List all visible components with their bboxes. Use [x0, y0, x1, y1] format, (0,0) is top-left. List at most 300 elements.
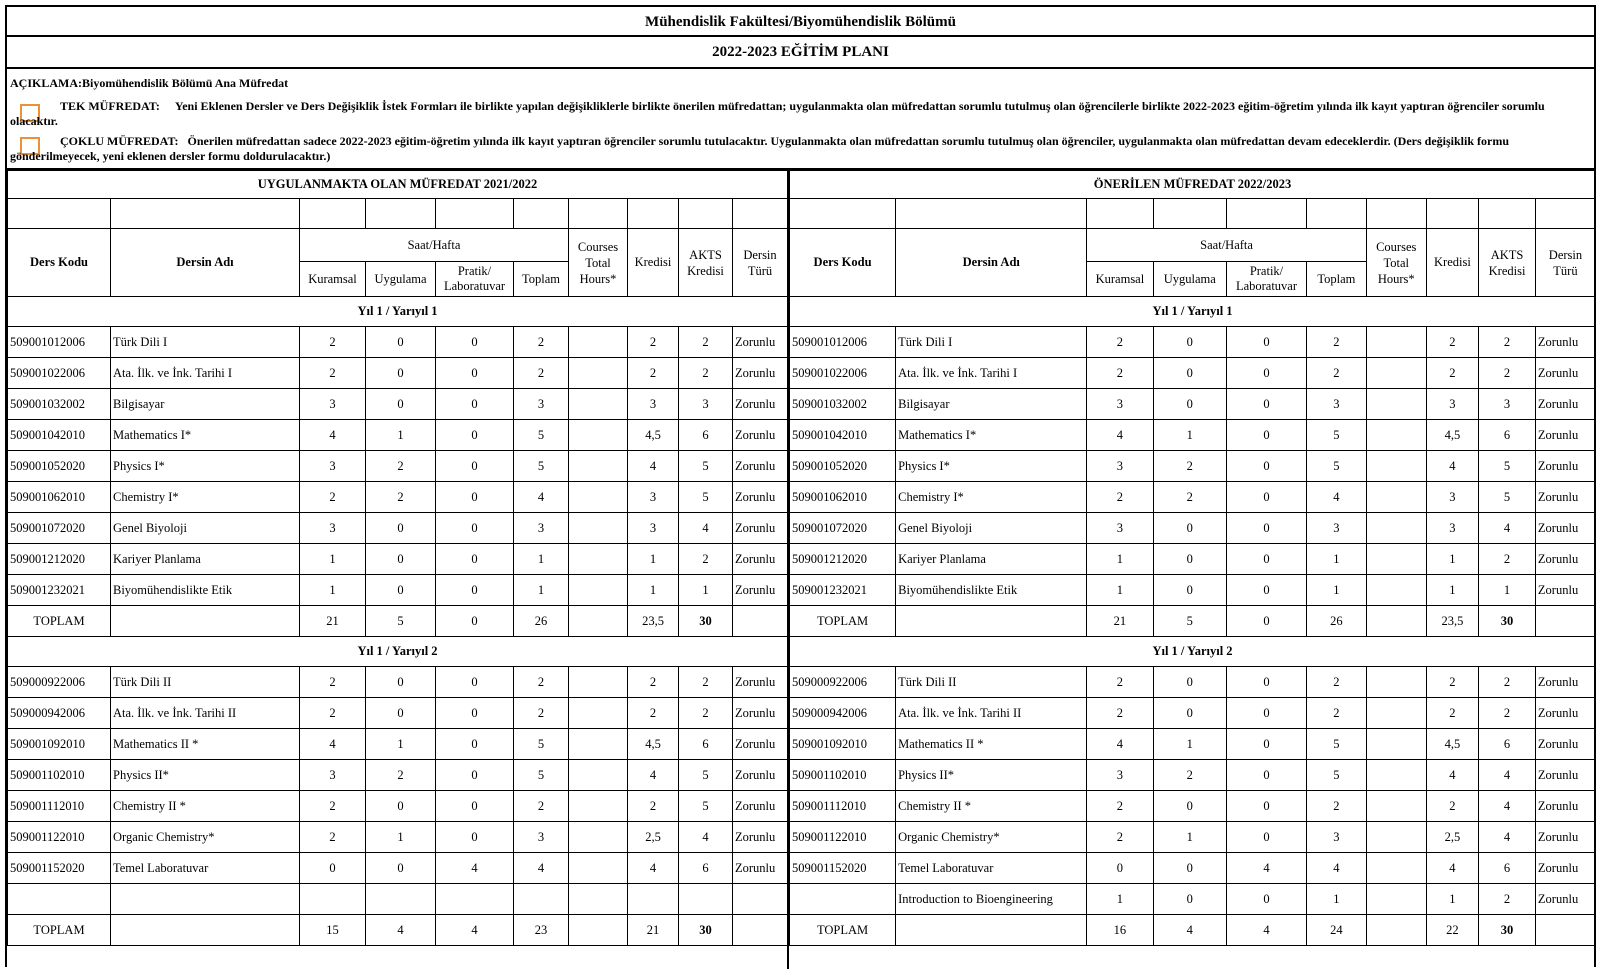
theory-hours: 3: [300, 389, 366, 420]
course-row: [8, 358, 788, 389]
total-hours: 4: [514, 482, 569, 513]
total-cell: TOPLAM: [790, 606, 896, 637]
course-code: 509001102010: [8, 760, 111, 791]
course-name: Physics II*: [896, 760, 1087, 791]
ects: 6: [679, 729, 733, 760]
course-type: [733, 884, 788, 915]
course-type: Zorunlu: [1535, 729, 1595, 760]
col-theory-header: Kuramsal: [300, 262, 366, 297]
col-type-header: [1535, 229, 1595, 297]
practice-hours: 2: [1153, 451, 1227, 482]
course-total-hours: [1366, 482, 1426, 513]
course-name: Mathematics I*: [896, 420, 1087, 451]
lab-hours: 0: [1227, 667, 1307, 698]
practice-hours: 0: [366, 791, 436, 822]
credit: 3: [628, 482, 679, 513]
credit: 1: [628, 544, 679, 575]
total-hours: 3: [1306, 389, 1366, 420]
total-hours: 2: [514, 667, 569, 698]
practice-hours: 0: [366, 358, 436, 389]
course-row: [8, 667, 788, 698]
course-row: [8, 544, 788, 575]
course-total-hours: [1366, 420, 1426, 451]
credit: 2: [628, 791, 679, 822]
course-row: [790, 451, 1596, 482]
ects: 5: [1479, 482, 1536, 513]
practice-hours: 0: [1153, 667, 1227, 698]
credit: 2: [628, 698, 679, 729]
col-type-label: Dersin Türü: [1548, 247, 1583, 278]
course-name: Chemistry II *: [111, 791, 300, 822]
course-code: 509001052020: [8, 451, 111, 482]
course-name: Biyomühendislikte Etik: [896, 575, 1087, 606]
total-hours: 5: [514, 420, 569, 451]
ects: 3: [1479, 389, 1536, 420]
total-cell: [111, 915, 300, 946]
lab-hours: 0: [1227, 791, 1307, 822]
total-hours: 3: [1306, 513, 1366, 544]
total-hours: 3: [514, 389, 569, 420]
total-hours: 2: [514, 791, 569, 822]
course-name: Organic Chemistry*: [111, 822, 300, 853]
course-total-hours: [1366, 389, 1426, 420]
course-total-hours: [1366, 791, 1426, 822]
total-cell: TOPLAM: [790, 915, 896, 946]
col-name-header: Dersin Adı: [896, 229, 1087, 297]
course-type: Zorunlu: [1535, 667, 1595, 698]
total-cell: [569, 606, 628, 637]
practice-hours: 0: [1153, 513, 1227, 544]
practice-hours: 2: [366, 482, 436, 513]
col-total-header: Toplam: [514, 262, 569, 297]
credit: 4: [1426, 853, 1479, 884]
course-type: Zorunlu: [733, 327, 788, 358]
total-row: [790, 606, 1596, 637]
lab-hours: 0: [1227, 729, 1307, 760]
practice-hours: 0: [366, 667, 436, 698]
theory-hours: 1: [1087, 884, 1153, 915]
ects: 5: [679, 451, 733, 482]
course-name: Genel Biyoloji: [111, 513, 300, 544]
empty-cell: [514, 199, 569, 229]
course-row: [790, 698, 1596, 729]
theory-hours: 4: [1087, 420, 1153, 451]
course-code: 509001102010: [790, 760, 896, 791]
total-cell: 22: [1426, 915, 1479, 946]
ects: 2: [1479, 544, 1536, 575]
total-cell: TOPLAM: [8, 915, 111, 946]
course-code: 509001232021: [8, 575, 111, 606]
credit: 2: [1426, 791, 1479, 822]
course-name: Türk Dili II: [111, 667, 300, 698]
lab-hours: 0: [1227, 760, 1307, 791]
table-title: ÖNERİLEN MÜFREDAT 2022/2023: [790, 171, 1596, 199]
theory-hours: 2: [1087, 482, 1153, 513]
ects: 1: [1479, 575, 1536, 606]
course-code: 509001022006: [8, 358, 111, 389]
practice-hours: 1: [366, 822, 436, 853]
course-type: Zorunlu: [1535, 791, 1595, 822]
total-hours: 2: [514, 698, 569, 729]
credit: 2: [628, 667, 679, 698]
course-name: Temel Laboratuvar: [896, 853, 1087, 884]
practice-hours: 1: [1153, 729, 1227, 760]
theory-hours: 0: [1087, 853, 1153, 884]
practice-hours: 0: [366, 327, 436, 358]
course-total-hours: [1366, 822, 1426, 853]
ects: 2: [1479, 327, 1536, 358]
course-row: [790, 358, 1596, 389]
practice-hours: [366, 884, 436, 915]
total-cell: 15: [300, 915, 366, 946]
practice-hours: 0: [366, 544, 436, 575]
course-total-hours: [1366, 327, 1426, 358]
theory-hours: 2: [300, 358, 366, 389]
course-row: [8, 389, 788, 420]
total-cell: 30: [1479, 915, 1536, 946]
empty-cell: [300, 199, 366, 229]
ects: 6: [1479, 853, 1536, 884]
ects: 5: [679, 791, 733, 822]
total-hours: 2: [514, 358, 569, 389]
course-type: Zorunlu: [1535, 327, 1595, 358]
total-cell: 26: [1306, 606, 1366, 637]
ects: 4: [1479, 822, 1536, 853]
ects: 4: [1479, 791, 1536, 822]
course-name: Organic Chemistry*: [896, 822, 1087, 853]
theory-hours: 3: [1087, 389, 1153, 420]
course-total-hours: [569, 791, 628, 822]
course-code: 509000922006: [790, 667, 896, 698]
theory-hours: 1: [300, 544, 366, 575]
ects: 2: [679, 358, 733, 389]
total-hours: 5: [514, 451, 569, 482]
course-code: 509001032002: [8, 389, 111, 420]
course-total-hours: [1366, 884, 1426, 915]
ects: 5: [679, 482, 733, 513]
course-total-hours: [569, 698, 628, 729]
course-total-hours: [1366, 358, 1426, 389]
course-total-hours: [1366, 729, 1426, 760]
total-cell: [733, 606, 788, 637]
course-name: [111, 884, 300, 915]
single-curriculum-option: [10, 99, 1590, 129]
total-cell: 5: [366, 606, 436, 637]
practice-hours: 1: [1153, 420, 1227, 451]
course-code: 509001232021: [790, 575, 896, 606]
total-cell: 5: [1153, 606, 1227, 637]
course-total-hours: [1366, 698, 1426, 729]
course-row: [790, 760, 1596, 791]
course-row: [790, 791, 1596, 822]
ects: 2: [1479, 667, 1536, 698]
practice-hours: 1: [366, 729, 436, 760]
lab-hours: 0: [1227, 482, 1307, 513]
credit: 4,5: [1426, 729, 1479, 760]
credit: 3: [628, 513, 679, 544]
lab-hours: 0: [436, 667, 514, 698]
course-total-hours: [569, 420, 628, 451]
theory-hours: 2: [1087, 791, 1153, 822]
course-name: Kariyer Planlama: [896, 544, 1087, 575]
lab-hours: 0: [436, 327, 514, 358]
col-lab-header: [1227, 262, 1307, 297]
theory-hours: 2: [1087, 667, 1153, 698]
course-type: Zorunlu: [1535, 698, 1595, 729]
lab-hours: 0: [436, 791, 514, 822]
total-cell: 23,5: [628, 606, 679, 637]
course-code: 509000922006: [8, 667, 111, 698]
course-code: 509001032002: [790, 389, 896, 420]
current-curriculum-table: [7, 170, 788, 946]
course-type: Zorunlu: [1535, 544, 1595, 575]
col-type-header: [733, 229, 788, 297]
course-total-hours: [569, 358, 628, 389]
proposed-curriculum-table: [789, 170, 1596, 946]
course-row: [790, 544, 1596, 575]
table-title: UYGULANMAKTA OLAN MÜFREDAT 2021/2022: [8, 171, 788, 199]
total-hours: 2: [1306, 358, 1366, 389]
total-hours: 4: [1306, 482, 1366, 513]
single-curriculum-text: Yeni Eklenen Dersler ve Ders Değişiklik İstek Formları ile birlikte yapılan değişikliklerle birlikte önerilen müfredattan; uygulanmakta olan müfredattan sorumlu tutulmuş olan öğrencilerle birlikte 2022-2023 eğitim-öğretim yılında ilk kayıt yaptıran öğrenciler sorumlu olacaktır.: [10, 99, 1545, 128]
course-total-hours: [1366, 544, 1426, 575]
course-total-hours: [1366, 853, 1426, 884]
course-code: 509001022006: [790, 358, 896, 389]
total-cell: [111, 606, 300, 637]
ects: 6: [679, 420, 733, 451]
col-course-hours-header: [1366, 229, 1426, 297]
course-row: [790, 853, 1596, 884]
course-type: Zorunlu: [1535, 389, 1595, 420]
course-total-hours: [1366, 760, 1426, 791]
course-total-hours: [569, 513, 628, 544]
lab-hours: 0: [436, 760, 514, 791]
course-row: [790, 513, 1596, 544]
ects: 4: [679, 513, 733, 544]
total-hours: 5: [1306, 451, 1366, 482]
course-type: Zorunlu: [1535, 513, 1595, 544]
course-total-hours: [569, 729, 628, 760]
ects: 1: [679, 575, 733, 606]
total-cell: 24: [1306, 915, 1366, 946]
semester-label: Yıl 1 / Yarıyıl 1: [8, 297, 788, 327]
lab-hours: 0: [1227, 389, 1307, 420]
course-row: [8, 884, 788, 915]
total-hours: 4: [1306, 853, 1366, 884]
credit: 2,5: [628, 822, 679, 853]
lab-hours: 0: [436, 389, 514, 420]
course-code: 509001012006: [790, 327, 896, 358]
course-row: [8, 575, 788, 606]
course-name: Genel Biyoloji: [896, 513, 1087, 544]
total-cell: 21: [1087, 606, 1153, 637]
lab-hours: 0: [436, 729, 514, 760]
course-type: Zorunlu: [733, 389, 788, 420]
theory-hours: 1: [300, 575, 366, 606]
total-cell: [1366, 606, 1426, 637]
theory-hours: 2: [300, 822, 366, 853]
col-hours-group-header: Saat/Hafta: [1087, 229, 1366, 262]
total-cell: 21: [300, 606, 366, 637]
total-cell: 4: [366, 915, 436, 946]
total-cell: 23: [514, 915, 569, 946]
total-cell: 30: [679, 915, 733, 946]
course-code: 509001212020: [790, 544, 896, 575]
practice-hours: 0: [1153, 389, 1227, 420]
col-lab-label: Pratik/ Laboratuvar: [443, 264, 506, 293]
total-cell: [1366, 915, 1426, 946]
practice-hours: 0: [366, 853, 436, 884]
course-type: Zorunlu: [1535, 482, 1595, 513]
credit: 4: [1426, 451, 1479, 482]
course-row: [8, 853, 788, 884]
empty-cell: [1479, 199, 1536, 229]
credit: 4: [628, 853, 679, 884]
col-practice-header: Uygulama: [1153, 262, 1227, 297]
theory-hours: 2: [300, 667, 366, 698]
course-total-hours: [569, 327, 628, 358]
empty-cell: [1153, 199, 1227, 229]
ects: 6: [1479, 729, 1536, 760]
semester-label: Yıl 1 / Yarıyıl 1: [790, 297, 1596, 327]
course-name: Chemistry II *: [896, 791, 1087, 822]
ects: 5: [1479, 451, 1536, 482]
ects: [679, 884, 733, 915]
credit: 4,5: [628, 729, 679, 760]
course-type: Zorunlu: [733, 451, 788, 482]
practice-hours: 0: [1153, 358, 1227, 389]
course-code: 509001062010: [8, 482, 111, 513]
practice-hours: 0: [366, 513, 436, 544]
total-hours: 3: [1306, 822, 1366, 853]
total-cell: 30: [1479, 606, 1536, 637]
theory-hours: 3: [300, 760, 366, 791]
course-row: [8, 791, 788, 822]
course-row: [8, 822, 788, 853]
ects: 4: [679, 822, 733, 853]
credit: 4,5: [628, 420, 679, 451]
ects: 2: [679, 698, 733, 729]
course-type: Zorunlu: [733, 853, 788, 884]
theory-hours: 3: [300, 513, 366, 544]
course-name: Ata. İlk. ve İnk. Tarihi I: [896, 358, 1087, 389]
theory-hours: 3: [300, 451, 366, 482]
lab-hours: 0: [1227, 544, 1307, 575]
lab-hours: 4: [1227, 853, 1307, 884]
total-row: [8, 606, 788, 637]
col-ects-header: [1479, 229, 1536, 297]
course-name: Türk Dili I: [896, 327, 1087, 358]
credit: 4: [628, 451, 679, 482]
practice-hours: 0: [366, 698, 436, 729]
course-name: Ata. İlk. ve İnk. Tarihi II: [111, 698, 300, 729]
course-row: [8, 513, 788, 544]
ects: 2: [1479, 358, 1536, 389]
empty-cell: [790, 199, 896, 229]
course-row: [8, 327, 788, 358]
lab-hours: 0: [1227, 358, 1307, 389]
total-hours: 1: [1306, 544, 1366, 575]
credit: 3: [1426, 482, 1479, 513]
course-row: [790, 729, 1596, 760]
credit: 1: [628, 575, 679, 606]
lab-hours: 0: [436, 482, 514, 513]
total-cell: [733, 915, 788, 946]
col-credit-header: Kredisi: [628, 229, 679, 297]
course-name: Introduction to Bioengineering: [896, 884, 1087, 915]
theory-hours: 1: [1087, 544, 1153, 575]
total-hours: 2: [1306, 698, 1366, 729]
course-code: 509001042010: [8, 420, 111, 451]
theory-hours: 3: [1087, 760, 1153, 791]
credit: 2: [1426, 698, 1479, 729]
col-total-header: Toplam: [1306, 262, 1366, 297]
credit: 1: [1426, 884, 1479, 915]
course-name: Ata. İlk. ve İnk. Tarihi I: [111, 358, 300, 389]
total-cell: 0: [1227, 606, 1307, 637]
course-code: 509001092010: [790, 729, 896, 760]
theory-hours: 2: [300, 327, 366, 358]
plan-title: 2022-2023 EĞİTİM PLANI: [5, 37, 1596, 69]
col-course-hours-label: Courses Total Hours*: [577, 239, 619, 286]
credit: 4,5: [1426, 420, 1479, 451]
credit: 1: [1426, 575, 1479, 606]
course-code: 509001062010: [790, 482, 896, 513]
total-cell: [896, 606, 1087, 637]
course-type: Zorunlu: [733, 482, 788, 513]
course-code: [790, 884, 896, 915]
practice-hours: 0: [366, 575, 436, 606]
col-credit-header: Kredisi: [1426, 229, 1479, 297]
theory-hours: 4: [300, 729, 366, 760]
total-hours: 5: [514, 760, 569, 791]
empty-cell: [8, 199, 111, 229]
empty-cell: [111, 199, 300, 229]
course-type: Zorunlu: [733, 544, 788, 575]
theory-hours: 3: [1087, 513, 1153, 544]
course-type: Zorunlu: [733, 420, 788, 451]
total-hours: 1: [514, 575, 569, 606]
course-name: Mathematics I*: [111, 420, 300, 451]
lab-hours: 4: [436, 853, 514, 884]
course-total-hours: [569, 451, 628, 482]
total-hours: [514, 884, 569, 915]
credit: 2: [1426, 358, 1479, 389]
col-ects-header: [679, 229, 733, 297]
empty-cell: [1535, 199, 1595, 229]
course-code: 509001122010: [8, 822, 111, 853]
theory-hours: 0: [300, 853, 366, 884]
lab-hours: 0: [436, 451, 514, 482]
course-type: Zorunlu: [1535, 358, 1595, 389]
course-total-hours: [569, 760, 628, 791]
course-row: [790, 884, 1596, 915]
total-hours: 2: [1306, 791, 1366, 822]
ects: 3: [679, 389, 733, 420]
course-total-hours: [1366, 667, 1426, 698]
course-code: 509001112010: [8, 791, 111, 822]
total-hours: 5: [1306, 760, 1366, 791]
course-type: Zorunlu: [1535, 884, 1595, 915]
course-type: Zorunlu: [1535, 853, 1595, 884]
course-total-hours: [569, 667, 628, 698]
course-code: 509001052020: [790, 451, 896, 482]
theory-hours: 2: [1087, 822, 1153, 853]
credit: 2: [1426, 667, 1479, 698]
theory-hours: 4: [1087, 729, 1153, 760]
credit: 1: [1426, 544, 1479, 575]
course-code: 509001152020: [8, 853, 111, 884]
